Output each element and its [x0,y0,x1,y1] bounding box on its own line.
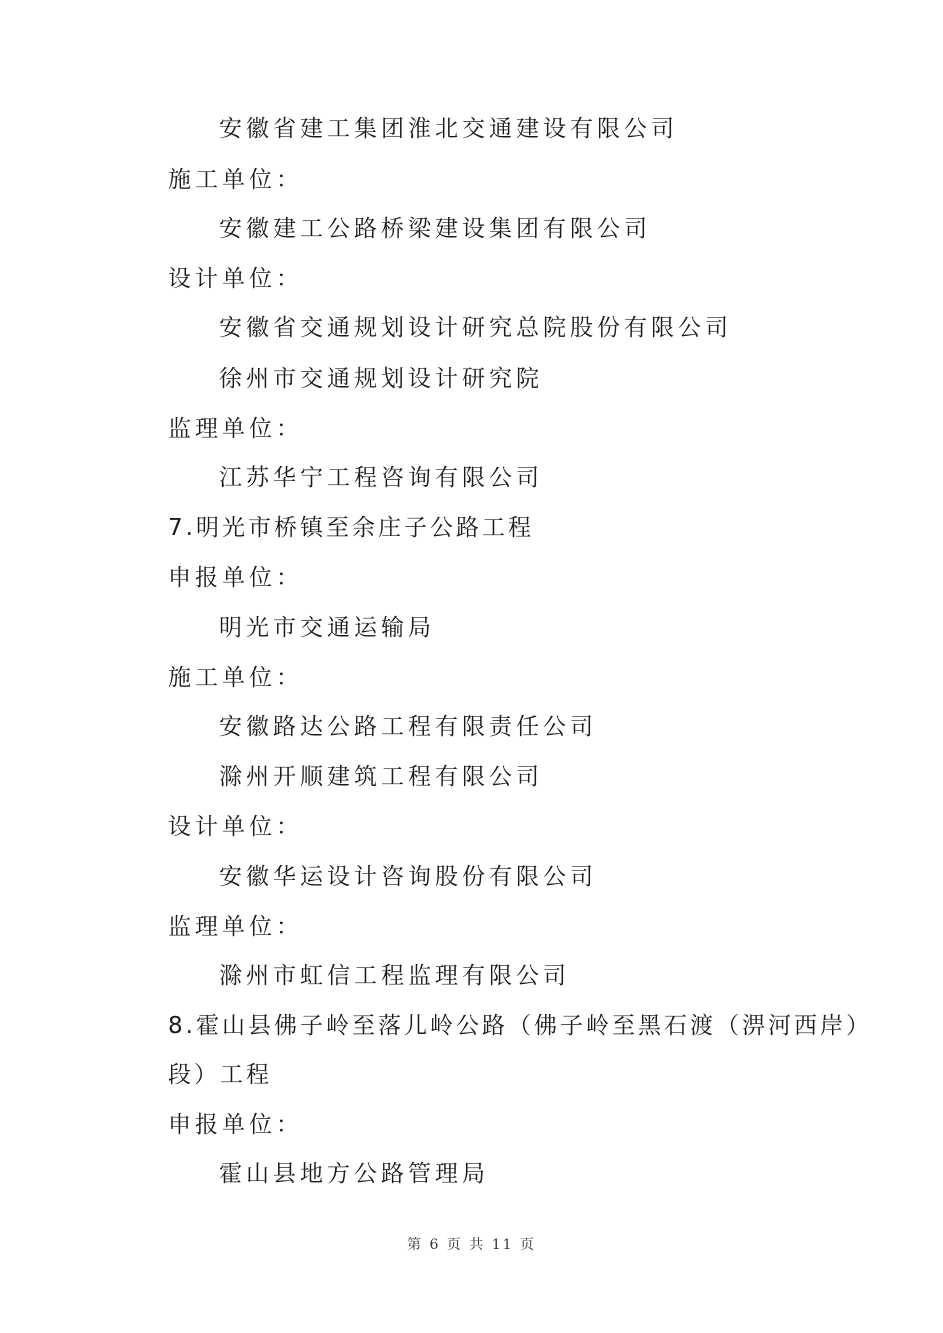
section-label: 监理单位： [168,914,303,940]
section-label: 申报单位： [168,1112,303,1138]
project-heading: 7.明光市桥镇至余庄子公路工程 [168,515,534,541]
page-number-footer: 第 6 页 共 11 页 [407,1237,536,1253]
company-entry: 霍山县地方公路管理局 [219,1161,489,1187]
company-entry: 安徽建工公路桥梁建设集团有限公司 [219,216,651,242]
section-label: 设计单位： [168,266,303,292]
company-entry: 滁州开顺建筑工程有限公司 [219,764,543,790]
company-entry: 滁州市虹信工程监理有限公司 [219,963,570,989]
section-label: 施工单位： [168,665,303,691]
project-heading-continued: 段）工程 [168,1062,272,1088]
section-label: 申报单位： [168,565,303,591]
section-label: 设计单位： [168,814,303,840]
company-entry: 安徽省交通规划设计研究总院股份有限公司 [219,315,732,341]
project-heading: 8.霍山县佛子岭至落儿岭公路（佛子岭至黑石渡（淠河西岸） [168,1013,872,1039]
section-label: 监理单位： [168,416,303,442]
company-entry: 江苏华宁工程咨询有限公司 [219,465,543,491]
company-entry: 安徽路达公路工程有限责任公司 [219,714,597,740]
company-entry: 明光市交通运输局 [219,615,435,641]
company-entry: 安徽华运设计咨询股份有限公司 [219,864,597,890]
company-entry: 徐州市交通规划设计研究院 [219,366,543,392]
company-entry: 安徽省建工集团淮北交通建设有限公司 [219,116,678,142]
section-label: 施工单位： [168,167,303,193]
